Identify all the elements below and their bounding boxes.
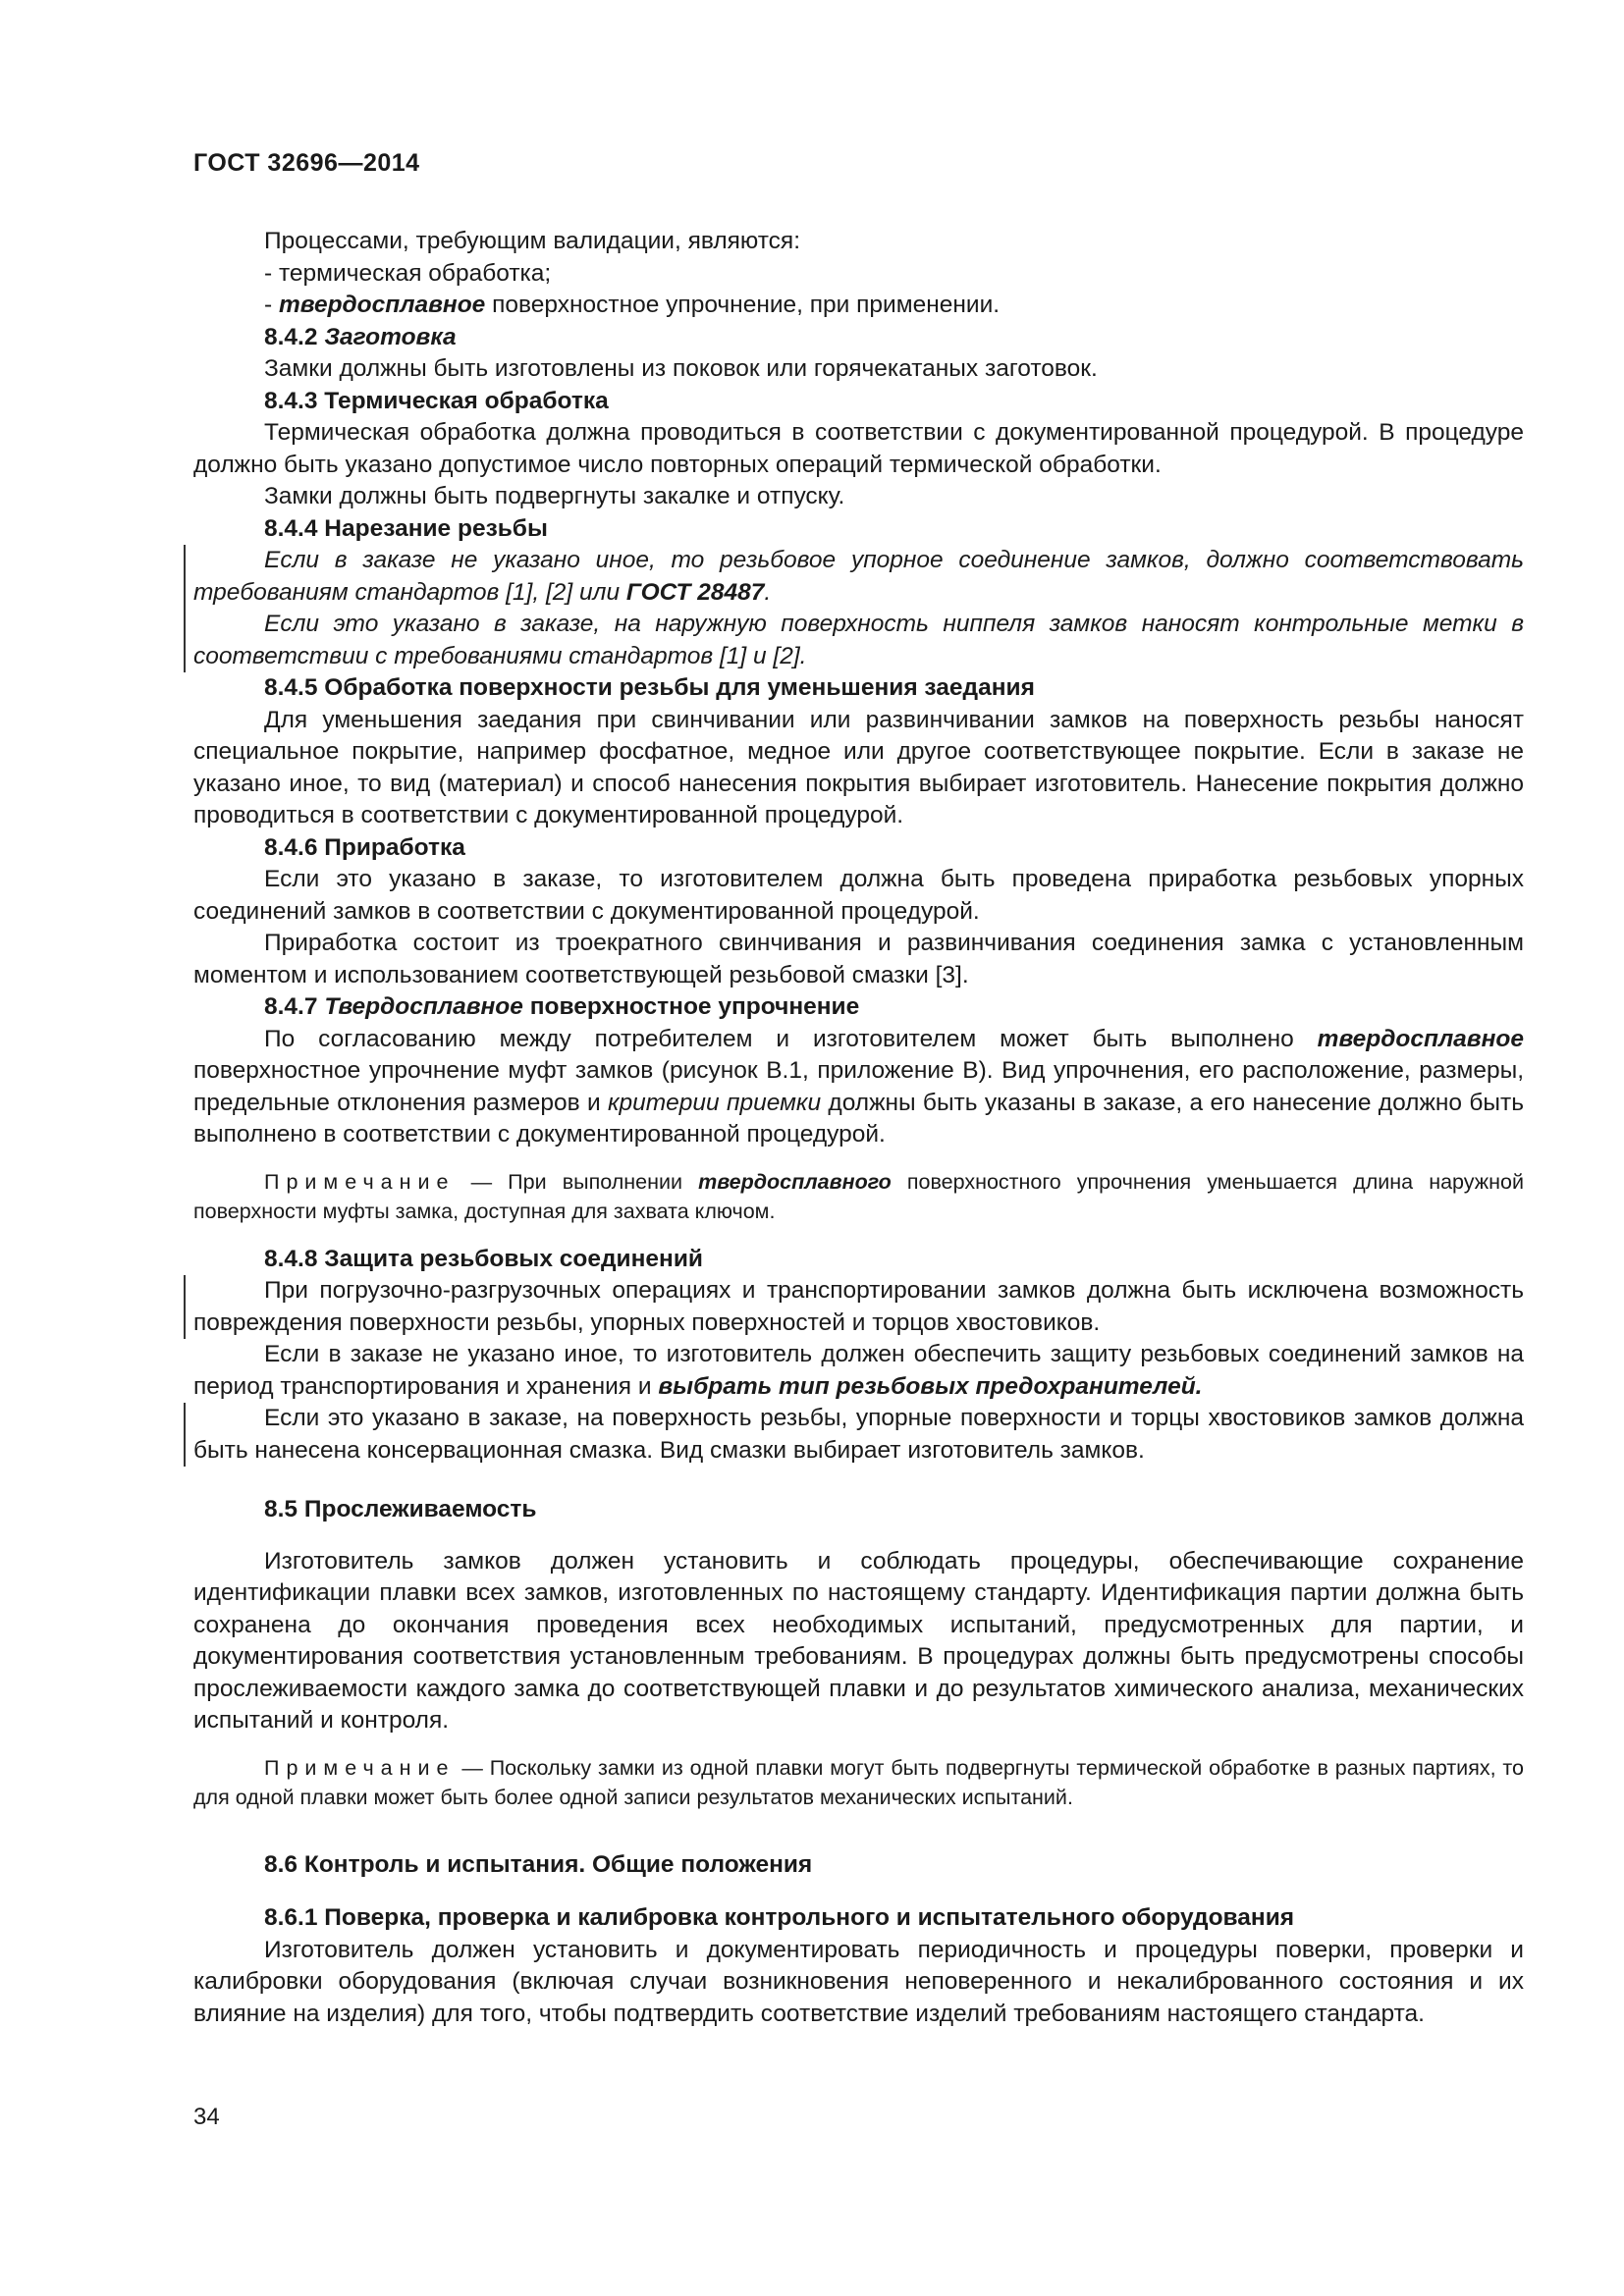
emphasis: твердосплавное (278, 292, 486, 318)
intro-line: Процессами, требующим валидации, являются: (264, 228, 800, 254)
paragraph: Для уменьшения заедания при свинчивании или развинчивании замков на поверхность резьбы наносят специальное покрытие, например фосфатное, медное или другое соответствующее покрытие. Если в заказе не указано иное, то вид (материал) и способ нанесения покрытия выбирает изготовитель. Нанесение покрытия должно проводиться в соответствии с документированной процедурой. (193, 706, 1524, 828)
change-bar-block (193, 1275, 1524, 1339)
page-number: 34 (193, 2104, 220, 2130)
section-heading-8-4-2: 8.4.2 Заготовка (264, 323, 457, 350)
paragraph: Если это указано в заказе, на наружную поверхность ниппеля замков наносят контрольные метки в соответствии с требованиями стандартов [1] и [2]. (193, 611, 1524, 669)
change-bar-block (193, 1403, 1524, 1467)
section-heading-8-4-8: 8.4.8 Защита резьбовых соединений (264, 1245, 703, 1272)
paragraph: Если это указано в заказе, то изготовителем должна быть проведена приработка резьбовых упорных соединений замков в соответствии с документированной процедурой. (193, 866, 1524, 925)
emphasis: критерии приемки (607, 1089, 822, 1116)
section-heading-8-6-1: 8.6.1 Поверка, проверка и калибровка контрольного и испытательного оборудования (264, 1904, 1295, 1931)
paragraph: Термическая обработка должна проводиться в соответствии с документированной процедурой. В процедуре должно быть указано допустимое число повторных операций термической обработки. (193, 419, 1524, 478)
intro-line: - термическая обработка; (264, 259, 552, 287)
paragraph: Замки должны быть изготовлены из поковок или горячекатаных заготовок. (264, 355, 1098, 382)
section-heading-8-4-3: 8.4.3 Термическая обработка (264, 387, 609, 414)
emphasis: ГОСТ 28487 (625, 578, 765, 606)
paragraph: При погрузочно-разгрузочных операциях и транспортировании замков должна быть исключена возможность повреждения поверхности резьбы, упорных поверхностей и торцов хвостовиков. (193, 1277, 1524, 1336)
document-body (193, 226, 1524, 2030)
emphasis: твердосплавного (698, 1169, 892, 1194)
paragraph: Приработка состоит из троекратного свинчивания и развинчивания соединения замка с установленным моментом и использованием соответствующей резьбовой смазки [3]. (193, 930, 1524, 988)
paragraph: Если в заказе не указано иное, то изготовитель должен обеспечить защиту резьбовых соединений замков на период транспортирования и хранения и выбрать тип резьбовых предохранителей. (193, 1341, 1524, 1400)
section-heading-8-5: 8.5 Прослеживаемость (264, 1496, 537, 1522)
note: Примечание — Поскольку замки из одной плавки могут быть подвергнуты термической обработке в разных партиях, то для одной плавки может быть более одной записи результатов механических испытаний. (193, 1755, 1524, 1809)
paragraph: Замки должны быть подвергнуты закалке и отпуску. (264, 483, 845, 509)
note: Примечание — При выполнении твердосплавного поверхностного упрочнения уменьшается длина наружной поверхности муфты замка, доступная для захвата ключом. (193, 1169, 1524, 1223)
section-heading-8-4-4: 8.4.4 Нарезание резьбы (264, 514, 548, 542)
section-heading-8-4-5: 8.4.5 Обработка поверхности резьбы для уменьшения заедания (264, 674, 1035, 701)
paragraph: Если в заказе не указано иное, то резьбовое упорное соединение замков, должно соответствовать требованиям стандартов [1], [2] или ГОСТ 28487. (193, 547, 1524, 606)
document-code-header: ГОСТ 32696—2014 (193, 149, 420, 177)
section-heading-8-4-6: 8.4.6 Приработка (264, 833, 465, 861)
change-bar-block (193, 545, 1524, 672)
note-label: Примечание (264, 1755, 456, 1780)
paragraph: Если это указано в заказе, на поверхность резьбы, упорные поверхности и торцы хвостовиков замков должна быть нанесена консервационная смазка. Вид смазки выбирает изготовитель замков. (193, 1405, 1524, 1464)
emphasis: выбрать тип резьбовых предохранителей. (658, 1372, 1203, 1400)
section-heading-8-4-7: 8.4.7 Твердосплавное поверхностное упрочнение (264, 993, 860, 1020)
note-label: Примечание (264, 1169, 456, 1194)
emphasis: твердосплавное (1317, 1025, 1524, 1052)
paragraph: По согласованию между потребителем и изготовителем может быть выполнено твердосплавное поверхностное упрочнение муфт замков (рисунок В.1, приложение В). Вид упрочнения, его расположение, размеры, предельные отклонения размеров и критерии приемки должны быть указаны в заказе, а его нанесение должно быть выполнено в соответствии с документированной процедурой. (193, 1025, 1524, 1148)
paragraph: Изготовитель должен установить и документировать периодичность и процедуры поверки, проверки и калибровки оборудования (включая случаи возникновения неповеренного и некалиброванного состояния и их влияние на изделия) для того, чтобы подтвердить соответствие изделий требованиям настоящего стандарта. (193, 1936, 1524, 2027)
intro-line: - твердосплавное поверхностное упрочнение, при применении. (264, 292, 1001, 318)
paragraph: Изготовитель замков должен установить и соблюдать процедуры, обеспечивающие сохранение идентификации плавки всех замков, изготовленных по настоящему стандарту. Идентификация партии должна быть сохранена до окончания проведения всех необходимых испытаний, предусмотренных для партии, и документирования соответствия установленным требованиям. В процедурах должны быть предусмотрены способы прослеживаемости каждого замка до соответствующей плавки и до результатов химического анализа, механических испытаний и контроля. (193, 1547, 1524, 1734)
section-heading-8-6: 8.6 Контроль и испытания. Общие положения (264, 1850, 813, 1878)
